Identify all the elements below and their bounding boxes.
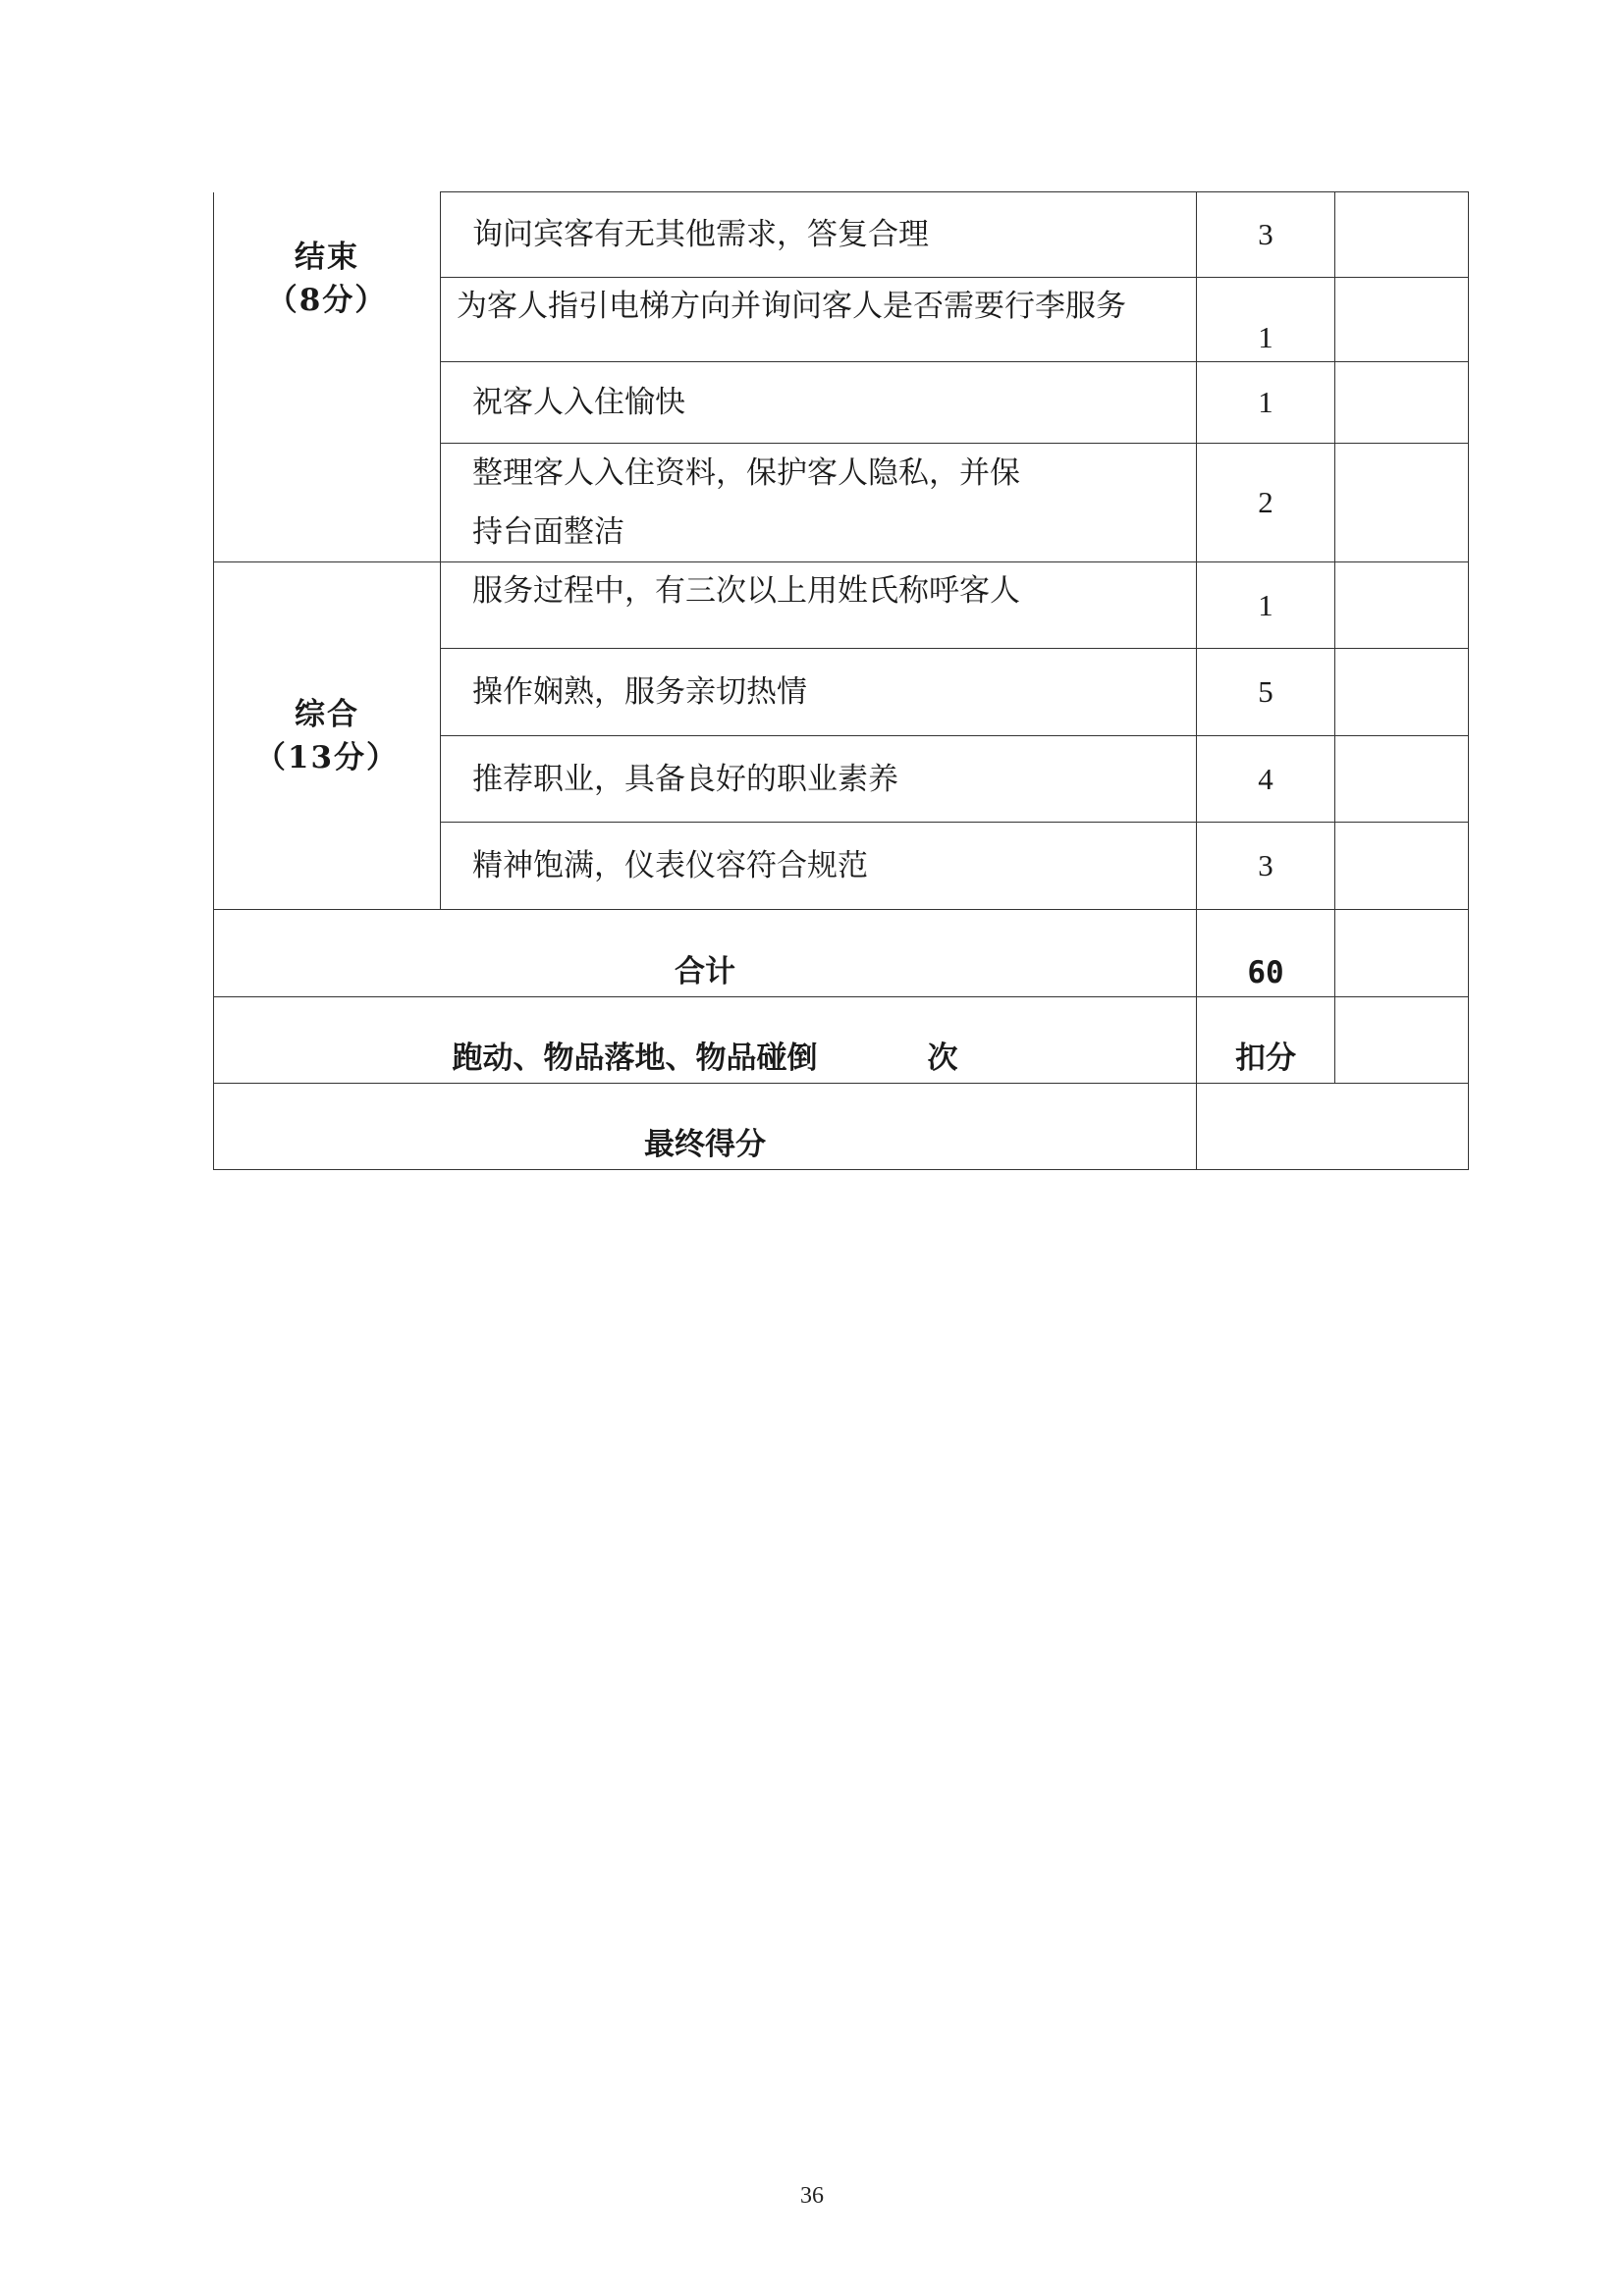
item-points: 4 (1197, 736, 1335, 823)
item-text-line: 整理客人入住资料，保护客人隐私，并保 (472, 455, 1020, 491)
category-score: （8分） (266, 282, 388, 318)
item-points: 1 (1197, 362, 1335, 444)
table-row (214, 562, 1469, 649)
item-points: 3 (1197, 823, 1335, 910)
category-name: 结束 (295, 239, 359, 275)
page-number: 36 (800, 2183, 824, 2209)
total-row (214, 910, 1469, 997)
score-cell[interactable] (1335, 562, 1469, 649)
item-text-line: 持台面整洁 (472, 514, 624, 550)
item-points: 5 (1197, 649, 1335, 736)
total-label: 合计 (214, 910, 1197, 997)
score-cell[interactable] (1335, 278, 1469, 362)
deduct-label: 扣分 (1197, 997, 1335, 1084)
score-cell[interactable] (1335, 823, 1469, 910)
score-cell[interactable] (1335, 444, 1469, 562)
table-row (214, 192, 1469, 278)
category-cell-end (214, 192, 441, 562)
item-text: 祝客人入住愉快 (441, 362, 1197, 444)
item-text (441, 444, 1197, 562)
final-row (214, 1084, 1469, 1170)
score-cell[interactable] (1335, 649, 1469, 736)
item-text: 为客人指引电梯方向并询问客人是否需要行李服务 (441, 278, 1197, 362)
total-points: 60 (1197, 910, 1335, 997)
penalty-label: 跑动、物品落地、物品碰倒 (452, 1041, 818, 1076)
category-score: （13分） (254, 739, 400, 775)
final-label: 最终得分 (214, 1084, 1197, 1170)
item-text: 操作娴熟，服务亲切热情 (441, 649, 1197, 736)
penalty-unit: 次 (927, 1041, 958, 1076)
score-cell[interactable] (1335, 997, 1469, 1084)
score-cell[interactable] (1335, 736, 1469, 823)
item-text: 精神饱满，仪表仪容符合规范 (441, 823, 1197, 910)
penalty-cell (214, 997, 1197, 1084)
item-text: 服务过程中，有三次以上用姓氏称呼客人 (441, 562, 1197, 649)
score-cell[interactable] (1335, 362, 1469, 444)
penalty-row (214, 997, 1469, 1084)
category-cell-general (214, 562, 441, 910)
item-points: 2 (1197, 444, 1335, 562)
item-text: 询问宾客有无其他需求，答复合理 (441, 192, 1197, 278)
scoring-table (213, 191, 1469, 1170)
item-points: 1 (1197, 562, 1335, 649)
item-points: 1 (1197, 278, 1335, 362)
final-score-cell[interactable] (1197, 1084, 1469, 1170)
item-text: 推荐职业，具备良好的职业素养 (441, 736, 1197, 823)
score-cell[interactable] (1335, 910, 1469, 997)
item-points: 3 (1197, 192, 1335, 278)
score-cell[interactable] (1335, 192, 1469, 278)
category-name: 综合 (295, 696, 359, 732)
